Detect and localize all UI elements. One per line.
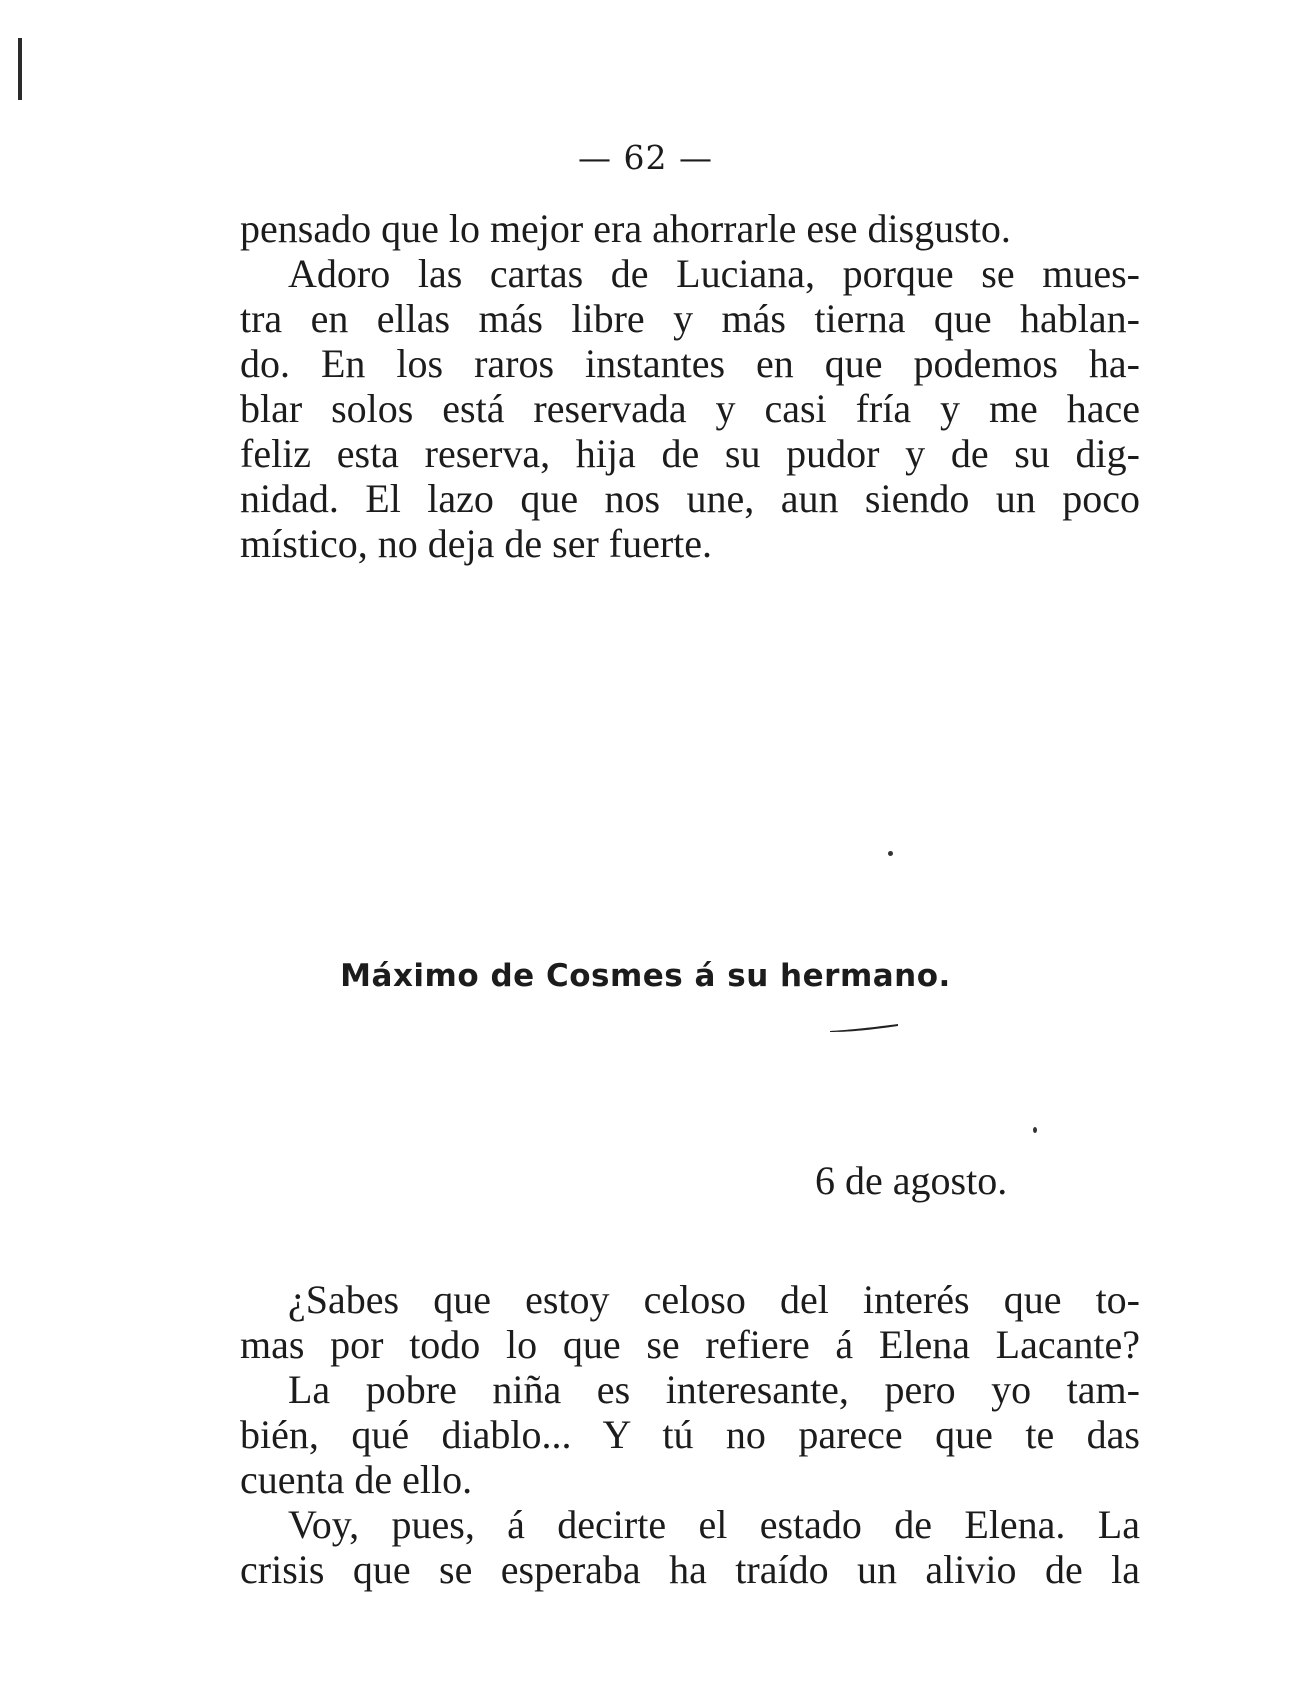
text-line: blar solos está reservada y casi fría y me hace xyxy=(240,386,1140,431)
text-line: cuenta de ello. xyxy=(240,1457,473,1502)
text-line: do. En los raros instantes en que podemos ha- xyxy=(240,341,1140,386)
text-line: Adoro las cartas de Luciana, porque se mues- xyxy=(288,251,1140,296)
text-line: mas por todo lo que se refiere á Elena Lacante? xyxy=(240,1322,1140,1367)
scan-edge-mark xyxy=(18,38,22,100)
page-number: — 62 — xyxy=(578,138,713,177)
text-line: feliz esta reserva, hija de su pudor y de su dig- xyxy=(240,431,1140,476)
text-line: La pobre niña es interesante, pero yo tam- xyxy=(288,1367,1140,1412)
letter-date: 6 de agosto. xyxy=(815,1158,1008,1203)
body-text-bottom xyxy=(240,1277,1140,1592)
letter-heading: Máximo de Cosmes á su hermano. xyxy=(340,958,951,994)
text-line: nidad. El lazo que nos une, aun siendo un poco xyxy=(240,476,1140,521)
body-text-top xyxy=(240,206,1140,566)
text-line: pensado que lo mejor era ahorrarle ese disgusto. xyxy=(240,206,1011,251)
text-line: bién, qué diablo... Y tú no parece que te das xyxy=(240,1412,1140,1457)
text-line: tra en ellas más libre y más tierna que hablan- xyxy=(240,296,1140,341)
text-line: Voy, pues, á decirte el estado de Elena. La xyxy=(288,1502,1140,1547)
text-line: ¿Sabes que estoy celoso del interés que to- xyxy=(288,1277,1140,1322)
text-line: místico, no deja de ser fuerte. xyxy=(240,521,713,566)
print-speck xyxy=(1033,1127,1037,1133)
print-speck xyxy=(888,851,893,856)
flourish-ornament xyxy=(828,1022,900,1034)
text-line: crisis que se esperaba ha traído un alivio de la xyxy=(240,1547,1140,1592)
